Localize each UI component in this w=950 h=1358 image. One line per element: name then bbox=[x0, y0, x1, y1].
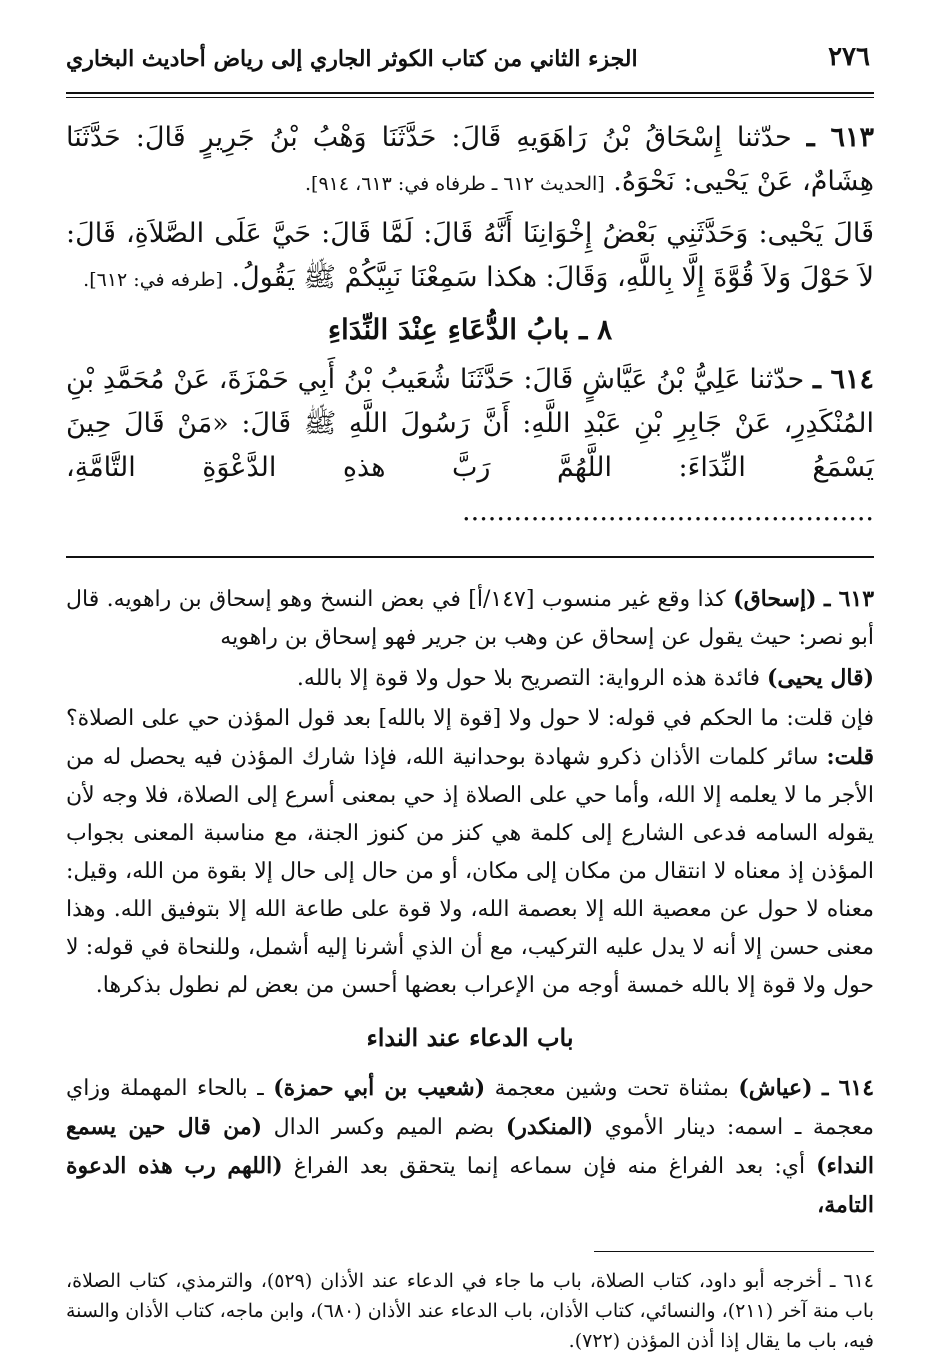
commentary-613-text: كذا وقع غير منسوب [١٤٧/أ] في بعض النسخ وهو إسحاق بن راهويه. قال أبو نصر: حيث يقول عن إسحاق عن وهب بن جرير فهو إسحاق بن راهويه bbox=[66, 587, 874, 650]
chapter-heading: ٨ ـ بابُ الدُّعَاءِ عِنْدَ النِّدَاءِ bbox=[327, 313, 613, 346]
commentary-question-text: فإن قلت: ما الحكم في قوله: لا حول ولا [قوة إلا بالله] بعد قول المؤذن حي على الصلاة؟ bbox=[66, 706, 874, 731]
hadith-text bbox=[66, 116, 874, 534]
hadith-613 bbox=[66, 116, 874, 206]
commentary-answer-text: سائر كلمات الأذان ذكرو شهادة بوحدانية الله، فإذا شارك المؤذن فيه يحصل له من الأجر ما لا يعلمه إلا الله، وأما حي على الصلاة إذ حي بمعنى أسرع إلى الصلاة، فلا وجه لأن يقوله السامه فدعى الشارع إلى كلمة هي كنز من كنوز الجنة، مع مناسبة المعنى بجواب المؤذن إذ معناه لا انتقال من مكان إلى مكان، أو من حال إلى حال إلا بقوة من الله، وقيل: معناه لا حول عن معصية الله إلا بعصمة الله، ولا قوة على طاعة الله إلا بتوفيق الله. وهذا معنى حسن إلا أنه لا يدل عليه التركيب، مع أن الذي أشرنا إليه أشمل، وللنحاة في قوله: لا حول ولا قوة إلا بالله خمسة أوجه من الإعراب بعضها أحسن من بعض لم نطول بذكرها. bbox=[66, 745, 874, 998]
continuation-dots: ................................................ bbox=[462, 496, 874, 527]
commentary-614-s3: بضم الميم وكسر الدال bbox=[273, 1115, 495, 1140]
commentary-614 bbox=[66, 1069, 874, 1225]
footnote: ٦١٤ ـ أخرجه أبو داود، كتاب الصلاة، باب ما جاء في الدعاء عند الأذان (٥٢٩)، والترمذي، كتاب الصلاة، باب منة آخر (٢١١)، والنسائي، كتاب الأذان، باب الدعاء عند الأذان (٦٨٠)، وابن ماجه، كتاب الأذان والسنة فيه، باب ما يقال إذا أذن المؤذن (٧٢٢). bbox=[66, 1270, 874, 1352]
commentary-yahya bbox=[66, 659, 874, 698]
commentary-614-number: ٦١٤ ـ bbox=[822, 1075, 875, 1101]
commentary-term-ishaq: (إسحاق) bbox=[733, 586, 817, 612]
page-number: ٢٧٦ bbox=[828, 42, 870, 72]
commentary-term-munkadir: (المنكدر) bbox=[505, 1114, 594, 1140]
hadith-613-number: ٦١٣ ـ bbox=[806, 122, 874, 153]
commentary-term-yahya: (قال يحيى) bbox=[767, 665, 874, 691]
commentary-question bbox=[66, 700, 874, 1005]
commentary-term-shuayb: (شعيب بن أبي حمزة) bbox=[273, 1075, 486, 1101]
section-divider bbox=[66, 556, 874, 558]
running-title: الجزء الثاني من كتاب الكوثر الجاري إلى رياض أحاديث البخاري bbox=[66, 46, 638, 72]
commentary-term-dua: (اللهم رب هذه الدعوة التامة، bbox=[66, 1153, 874, 1218]
commentary-term-ayyash: (عياش) bbox=[738, 1075, 813, 1101]
footnote-rule bbox=[594, 1251, 874, 1252]
hadith-614-number: ٦١٤ ـ bbox=[812, 364, 875, 395]
commentary-613 bbox=[66, 580, 874, 657]
commentary-chapter-heading: باب الدعاء عند النداء bbox=[366, 1023, 574, 1052]
commentary-613-number: ٦١٣ ـ bbox=[823, 586, 875, 612]
commentary bbox=[66, 580, 874, 1225]
commentary-yahya-text: فائدة هذه الرواية: التصريح بلا حول ولا قوة إلا بالله. bbox=[296, 666, 761, 691]
hadith-614-text: حدّثنا عَلِيُّ بْنُ عَيَّاشٍ قَالَ: حَدَّثَنَا شُعَيبُ بْنُ أَبِي حَمْزَةَ، عَنْ مُحَمَّدِ بْنِ المُنْكَدِرِ، عَنْ جَابِرِ بْنِ عَبْدِ اللَّهِ: أَنَّ رَسُولَ اللَّهِ ﷺ قَالَ: «مَنْ قَالَ حِينَ يَسْمَعُ النِّدَاءَ: اللَّهُمَّ رَبَّ هذهِ الدَّعْوَةِ التَّامَّةِ، bbox=[66, 364, 874, 483]
commentary-614-s4: أي: بعد الفراغ منه فإن سماعه إنما يتحقق بعد الفراغ bbox=[293, 1154, 806, 1179]
hadith-613-ref: [الحديث ٦١٢ ـ طرفاه في: ٦١٣، ٩١٤]. bbox=[305, 173, 605, 195]
commentary-614-s2: ـ بالحاء المهملة وزاي معجمة ـ اسمه: دينار الأموي bbox=[66, 1076, 874, 1140]
yahya-ref: [طرفه في: ٦١٢]. bbox=[83, 269, 223, 291]
hadith-613-chain: حدّثنا إِسْحَاقُ بْنُ رَاهَوَيهِ قَالَ: حَدَّثَنَا وَهْبُ بْنُ جَرِيرٍ قَالَ: حَدَّثَنَا هِشَامٌ، عَنْ يَحْيى: نَحْوَهُ. bbox=[66, 122, 874, 197]
header-rule bbox=[66, 92, 874, 98]
yahya-narration bbox=[66, 212, 874, 302]
page-header bbox=[66, 36, 874, 90]
commentary-answer-label: قلت: bbox=[826, 744, 874, 770]
book-page bbox=[66, 36, 874, 1356]
commentary-term-nida: (من قال حين يسمع النداء) bbox=[66, 1114, 874, 1179]
hadith-614 bbox=[66, 358, 874, 534]
commentary-614-s1: بمثناة تحت وشين معجمة bbox=[494, 1076, 729, 1101]
yahya-text: قَالَ يَحْيى: وَحَدَّثَنِي بَعْضُ إِخْوَانِنَا أَنَّهُ قَالَ: لَمَّا قَالَ: حَيَّ عَلَى الصَّلاَةِ، قَالَ: لاَ حَوْلَ وَلاَ قُوَّةَ إِلَّا بِاللَّهِ، وَقَالَ: هكذا سَمِعْنَا نَبِيَّكُمْ ﷺ يَقُولُ. bbox=[66, 218, 874, 293]
